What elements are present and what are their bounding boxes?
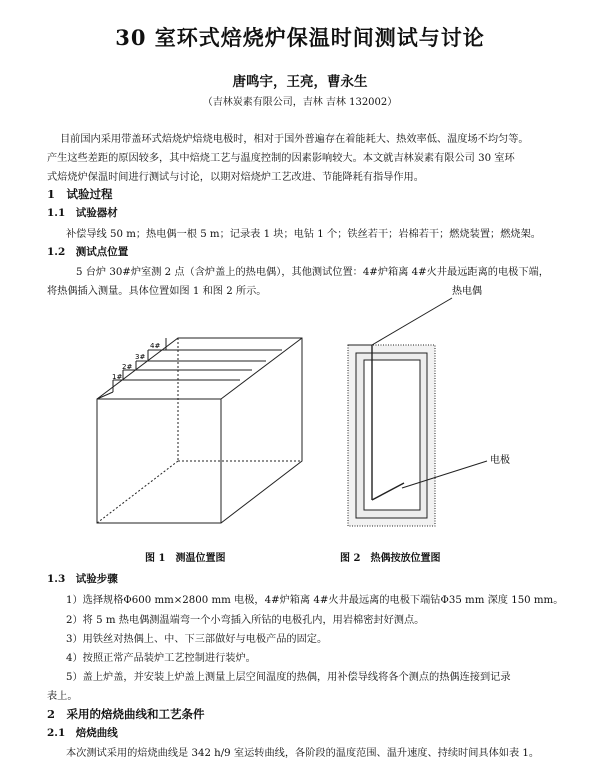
section-2-heading: 2 采用的焙烧曲线和工艺条件 xyxy=(47,707,205,721)
step-5-cont: 表上。 xyxy=(47,691,78,702)
layer-label-3: 3# xyxy=(135,353,146,361)
section-1-3-heading: 1.3 试验步骤 xyxy=(47,573,118,585)
intro-line-1: 目前国内采用带盖环式焙烧炉焙烧电极时，相对于国外普遍存在着能耗大、热效率低、温度场不均匀等。 xyxy=(60,134,529,145)
figure-2-drawing xyxy=(348,298,487,526)
electrode-label: 电极 xyxy=(490,455,510,466)
page-title: 30 室环式焙烧炉保温时间测试与讨论 xyxy=(115,25,485,50)
intro-line-2: 产生这些差距的原因较多，其中焙烧工艺与温度控制的因素影响较大。本文就吉林炭素有限公司 30 室环 xyxy=(47,153,515,164)
affiliation: （吉林炭素有限公司，吉林 吉林 132002） xyxy=(202,97,398,108)
step-4: 4）按照正常产品装炉工艺控制进行装炉。 xyxy=(66,653,256,664)
step-2: 2）将 5 m 热电偶测温端弯一个小弯插入所钻的电极孔内，用岩棉密封好测点。 xyxy=(66,615,425,626)
step-1: 1）选择规格Φ600 mm×2800 mm 电极，4#炉箱离 4#火井最远离的电极下端钻Φ35 mm 深度 150 mm。 xyxy=(66,595,564,606)
box-front-top-right xyxy=(221,338,302,399)
section-2-1-text: 本次测试采用的焙烧曲线是 342 h/9 室运转曲线，各阶段的温度范围、温升速度、持续时间具体如表 1。 xyxy=(66,748,540,759)
figure-1-caption: 图 1 测温位置图 xyxy=(145,553,226,564)
step-5: 5）盖上炉盖，并安装上炉盖上测量上层空间温度的热偶，用补偿导线将各个测点的热偶连接到记录 xyxy=(66,672,511,683)
step-3: 3）用铁丝对热偶上、中、下三部做好与电极产品的固定。 xyxy=(66,634,328,645)
section-1-1-heading: 1.1 试验器材 xyxy=(47,207,118,219)
section-2-1-heading: 2.1 焙烧曲线 xyxy=(47,727,118,739)
thermocouple-label: 热电偶 xyxy=(452,286,482,297)
hidden-edge-diagonal xyxy=(97,461,178,523)
authors: 唐鸣宇，王亮，曹永生 xyxy=(232,74,368,90)
intro-line-3: 式焙烧炉保温时间进行测试与讨论，以期对焙烧炉工艺改进、节能降耗有指导作用。 xyxy=(47,172,424,183)
layer-label-1: 1# xyxy=(112,373,123,381)
figure-2-caption: 图 2 热偶按放位置图 xyxy=(340,553,441,564)
section-1-2-heading: 1.2 测试点位置 xyxy=(47,246,129,258)
layer-label-4: 4# xyxy=(150,342,161,350)
layer-label-2: 2# xyxy=(122,363,133,371)
section-1-2-line-1: 5 台炉 30#炉室测 2 点（含炉盖上的热电偶），其他测试位置：4#炉箱离 4#火井最远距离的电极下端， xyxy=(76,267,549,278)
thermocouple-leader xyxy=(372,298,452,345)
section-1-heading: 1 试验过程 xyxy=(47,187,113,201)
section-1-1-text: 补偿导线 50 m；热电偶一根 5 m；记录表 1 块；电钻 1 个；铁丝若干；岩棉若干；燃烧装置；燃烧架。 xyxy=(66,229,541,240)
section-1-2-line-2: 将热偶插入测量。具体位置如图 1 和图 2 所示。 xyxy=(47,286,267,297)
